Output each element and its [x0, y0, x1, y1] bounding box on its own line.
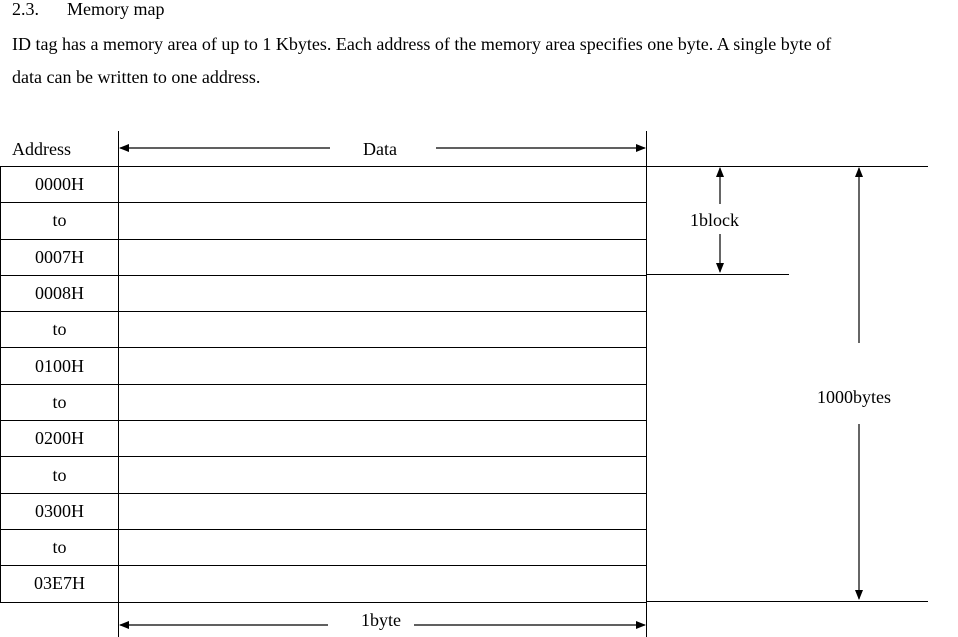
address-cell: 0200H — [1, 421, 119, 457]
table-row — [1, 312, 647, 348]
paragraph-line-2: data can be written to one address. — [12, 67, 261, 87]
table-row — [1, 167, 647, 203]
data-column-header: Data — [363, 139, 397, 159]
address-cell: 0300H — [1, 493, 119, 529]
table-row — [1, 275, 647, 311]
data-cell — [119, 457, 647, 493]
address-cell: 0000H — [1, 167, 119, 203]
data-cell — [119, 275, 647, 311]
address-column-header: Address — [12, 139, 71, 159]
table-row — [1, 421, 647, 457]
address-cell: 0100H — [1, 348, 119, 384]
table-row — [1, 348, 647, 384]
data-cell — [119, 384, 647, 420]
table-row — [1, 529, 647, 565]
address-cell: 0008H — [1, 275, 119, 311]
memory-map-table — [0, 166, 647, 603]
address-cell: 03E7H — [1, 566, 119, 602]
address-cell: to — [1, 312, 119, 348]
data-cell — [119, 566, 647, 602]
address-cell: to — [1, 529, 119, 565]
address-cell: to — [1, 457, 119, 493]
data-cell — [119, 239, 647, 275]
section-title: Memory map — [67, 0, 165, 19]
data-cell — [119, 167, 647, 203]
table-row — [1, 566, 647, 602]
table-row — [1, 203, 647, 239]
data-cell — [119, 312, 647, 348]
table-row — [1, 239, 647, 275]
address-cell: to — [1, 203, 119, 239]
paragraph-line-1: ID tag has a memory area of up to 1 Kbytes. Each address of the memory area specifies one byte. A single byte of — [12, 34, 832, 54]
data-cell — [119, 348, 647, 384]
table-row — [1, 457, 647, 493]
data-cell — [119, 493, 647, 529]
data-cell — [119, 203, 647, 239]
address-cell: 0007H — [1, 239, 119, 275]
table-row — [1, 493, 647, 529]
data-cell — [119, 421, 647, 457]
section-number: 2.3. — [12, 0, 39, 19]
data-cell — [119, 529, 647, 565]
address-cell: to — [1, 384, 119, 420]
table-row — [1, 384, 647, 420]
block-size-label: 1block — [690, 210, 739, 230]
total-size-label: 1000bytes — [817, 387, 891, 407]
byte-width-label: 1byte — [361, 610, 401, 630]
